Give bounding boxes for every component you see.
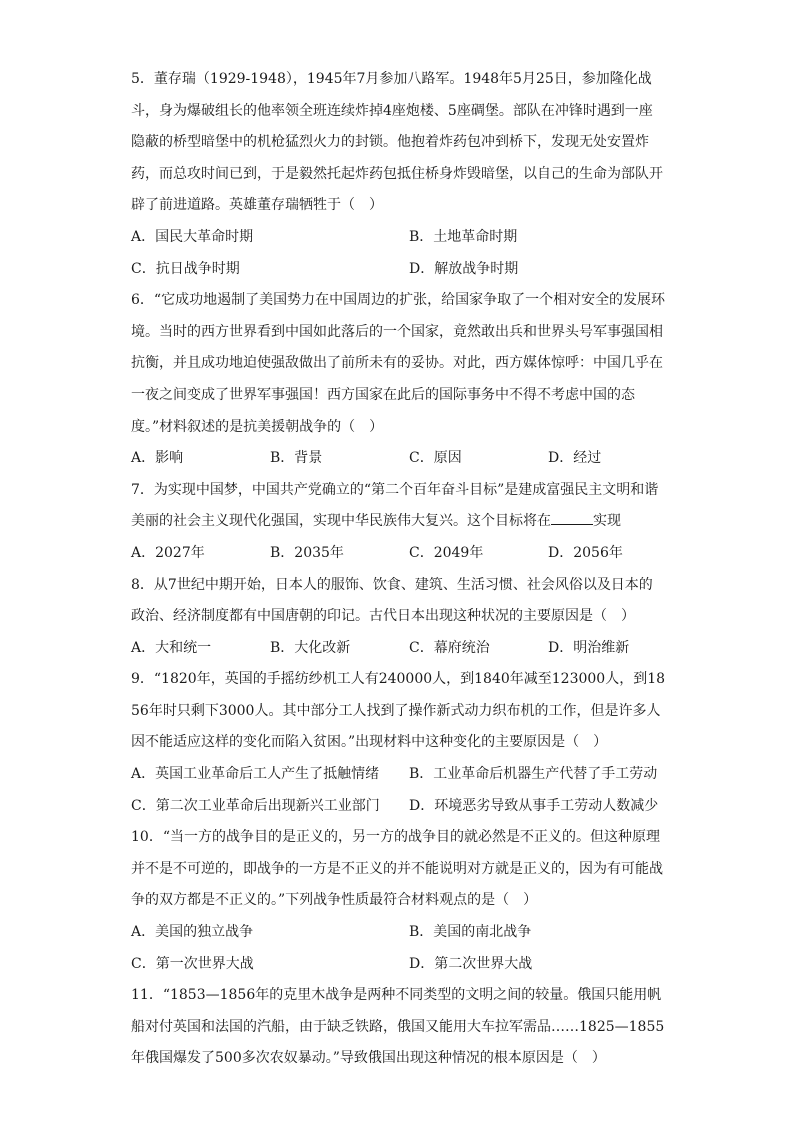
answer-blank: [551, 510, 593, 525]
question-7-option-b: B．2035年: [270, 544, 344, 561]
question-8-option-a: A．大和统一: [131, 639, 212, 656]
question-11: [131, 980, 666, 1075]
question-8-options: [131, 633, 666, 665]
question-7-stem-before: 7．为实现中国梦，中国共产党确立的“第二个百年奋斗目标”是建成富强民主文明和谐美丽的社会主义现代化强国，实现中华民族伟大复兴。这个目标将在: [131, 481, 659, 530]
question-7-options: [131, 538, 666, 570]
question-5-option-d: D．解放战争时期: [409, 260, 519, 277]
question-8-option-c: C．幕府统治: [409, 639, 490, 656]
question-10-option-a: A．美国的独立战争: [131, 924, 254, 941]
question-5-option-a: A．国民大革命时期: [131, 228, 254, 245]
question-5-option-b: B．土地革命时期: [409, 228, 518, 245]
question-5: [131, 64, 666, 285]
question-10-option-c: C．第一次世界大战: [131, 955, 254, 972]
question-6-option-a: A．影响: [131, 450, 184, 467]
question-9: [131, 664, 666, 822]
question-7: [131, 475, 666, 570]
question-10-options: [131, 917, 666, 980]
question-7-option-a: A．2027年: [131, 544, 205, 561]
question-6-stem: 6．“它成功地遏制了美国势力在中国周边的扩张，给国家争取了一个相对安全的发展环境。当时的西方世界看到中国如此落后的一个国家，竟然敢出兵和世界头号军事强国相抗衡，并且成功地迫使强敌做出了前所未有的妥协。对此，西方媒体惊呼：中国几乎在一夜之间变成了世界军事强国！西方国家在此后的国际事务中不得不考虑中国的态度。”材料叙述的是抗美援朝战争的（ ）: [131, 292, 666, 435]
question-9-option-c: C．第二次工业革命后出现新兴工业部门: [131, 797, 380, 814]
question-9-stem: 9．“1820年，英国的手摇纺纱机工人有240000人，到1840年减至123000人，到1856年时只剩下3000人。其中部分工人找到了操作新式动力织布机的工作，但是许多人因不能适应这样的变化而陷入贫困。”出现材料中这种变化的主要原因是（ ）: [131, 671, 666, 751]
question-7-stem: [131, 475, 666, 538]
question-9-option-a: A．英国工业革命后工人产生了抵触情绪: [131, 766, 380, 783]
question-6-options: [131, 443, 666, 475]
question-9-option-b: B．工业革命后机器生产代替了手工劳动: [409, 766, 658, 783]
question-5-option-c: C．抗日战争时期: [131, 260, 240, 277]
question-10: [131, 822, 666, 980]
question-8-stem: 8．从7世纪中期开始，日本人的服饰、饮食、建筑、生活习惯、社会风俗以及日本的政治、经济制度都有中国唐朝的印记。古代日本出现这种状况的主要原因是（ ）: [131, 576, 653, 625]
question-8-option-d: D．明治维新: [548, 639, 630, 656]
question-9-option-d: D．环境恶劣导致从事手工劳动人数减少: [409, 797, 659, 814]
question-6-option-d: D．经过: [548, 450, 602, 467]
question-7-stem-after: 实现: [593, 513, 621, 530]
question-10-stem: 10．“当一方的战争目的是正义的，另一方的战争目的就必然是不正义的。但这种原理并不是不可逆的，即战争的一方是不正义的并不能说明对方就是正义的，因为有可能战争的双方都是不正义的。”下列战争性质最符合材料观点的是（ ）: [131, 829, 663, 909]
question-5-stem: 5．董存瑞（1929-1948），1945年7月参加八路军。1948年5月25日，参加隆化战斗，身为爆破组长的他率领全班连续炸掉4座炮楼、5座碉堡。部队在冲锋时遇到一座隐蔽的桥型暗堡中的机枪猛烈火力的封锁。他抱着炸药包冲到桥下，发现无处安置炸药，而总攻时间已到，于是毅然托起炸药包抵住桥身炸毁暗堡，以自己的生命为部队开辟了前进道路。英雄董存瑞牺牲于（ ）: [131, 71, 663, 214]
question-6: [131, 285, 666, 475]
question-7-option-d: D．2056年: [548, 544, 623, 561]
question-5-options: [131, 222, 666, 285]
question-6-option-b: B．背景: [270, 450, 323, 467]
question-8-option-b: B．大化改新: [270, 639, 351, 656]
question-7-option-c: C．2049年: [409, 544, 484, 561]
question-6-option-c: C．原因: [409, 450, 462, 467]
question-9-options: [131, 759, 666, 822]
question-8: [131, 570, 666, 665]
question-10-option-b: B．美国的南北战争: [409, 924, 532, 941]
question-10-option-d: D．第二次世界大战: [409, 955, 533, 972]
question-11-stem: 11．“1853—1856年的克里木战争是两种不同类型的文明之间的较量。俄国只能用帆船对付英国和法国的汽船，由于缺乏铁路，俄国又能用大车拉军需品……1825—1855年俄国爆发了500多次农奴暴动。”导致俄国出现这种情况的根本原因是（ ）: [131, 987, 665, 1067]
